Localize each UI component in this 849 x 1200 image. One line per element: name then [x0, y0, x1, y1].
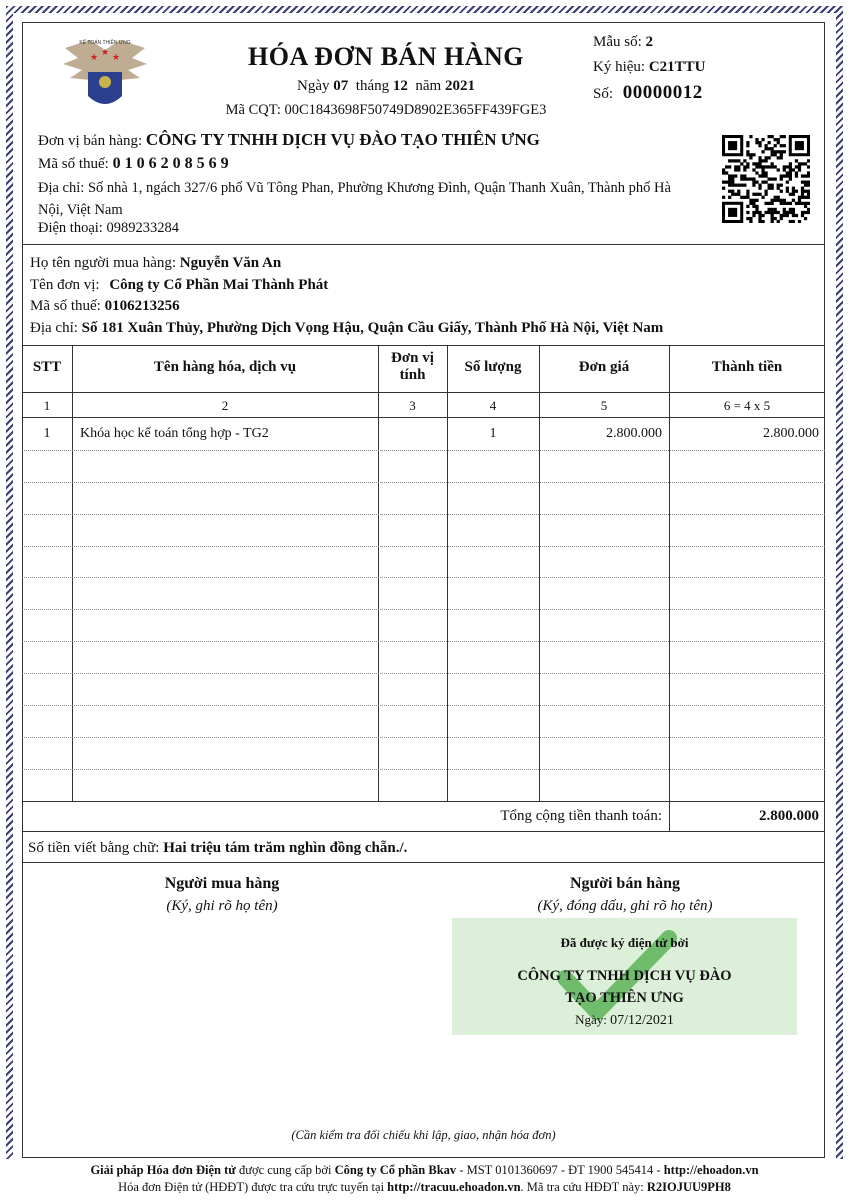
signer-line2: TẠO THIÊN ƯNG — [565, 990, 684, 1006]
signer-name — [452, 965, 797, 1009]
sign-date — [452, 1012, 797, 1029]
form-value: 2 — [645, 34, 653, 50]
table-row-divider — [22, 769, 825, 770]
amount-in-words — [28, 840, 407, 857]
rows-bottom-divider — [22, 801, 825, 802]
credit-company: Công ty Cổ phần Bkav — [334, 1163, 457, 1177]
table-row-divider — [22, 641, 825, 642]
buyer-unit-label: Tên đơn vị: — [30, 277, 100, 293]
buyer-name-row — [30, 255, 281, 272]
buyer-address-label: Địa chỉ: — [30, 320, 78, 336]
date-day: 07 — [333, 78, 349, 94]
buyer-address: Số 181 Xuân Thủy, Phường Dịch Vọng Hậu, Quận Cầu Giấy, Thành Phố Hà Nội, Việt Nam — [81, 320, 664, 336]
date-month: 12 — [392, 78, 408, 94]
header-name: Tên hàng hóa, dịch vụ — [153, 359, 297, 375]
table-row-divider — [22, 450, 825, 451]
form-number — [593, 34, 653, 51]
credit-mst: - MST 0101360697 - ĐT 1900 545414 - — [456, 1163, 664, 1177]
index-cell: 4 — [489, 398, 497, 413]
invoice-number — [593, 82, 703, 104]
signed-by-label: Đã được ký điện tử bởi — [560, 935, 689, 950]
item-stt: 1 — [43, 426, 51, 441]
header-unit — [378, 350, 447, 384]
symbol-label: Ký hiệu: — [593, 59, 646, 75]
header-price: Đơn giá — [578, 359, 630, 375]
seller-address-line2: Nội, Việt Nam — [38, 202, 123, 218]
header-amount: Thành tiền — [711, 359, 783, 375]
buyer-tax-row — [30, 298, 180, 315]
seller-address-row — [38, 177, 708, 221]
seller-tax-row — [38, 155, 229, 173]
sign-date-value: 07/12/2021 — [610, 1013, 674, 1028]
seller-name: CÔNG TY TNHH DỊCH VỤ ĐÀO TẠO THIÊN ƯNG — [145, 130, 540, 149]
date-year: 2021 — [444, 78, 475, 94]
logo-text: KẾ TOÁN THIÊN ƯNG — [79, 40, 131, 46]
seller-phone: 0989233284 — [106, 220, 179, 236]
buyer-signature-note: (Ký, ghi rõ họ tên) — [166, 898, 278, 914]
lookup-link[interactable]: http://tracuu.ehoadon.vn — [387, 1180, 521, 1194]
credit-provided-by: được cung cấp bởi — [235, 1163, 335, 1177]
total-value: 2.800.000 — [759, 808, 819, 824]
table-row-divider — [22, 546, 825, 547]
cqt-label: Mã CQT: — [225, 102, 281, 118]
index-cell: 2 — [221, 398, 229, 413]
seller-address-line1: Số nhà 1, ngách 327/6 phố Vũ Tông Phan, Phường Khương Đình, Quận Thanh Xuân, Thành phố Hà — [87, 180, 671, 196]
buyer-unit-row — [30, 277, 328, 294]
seller-name-label: Đơn vị bán hàng: — [38, 133, 143, 149]
credit-link-ehoadon[interactable]: http://ehoadon.vn — [663, 1163, 759, 1177]
qr-code — [722, 135, 810, 223]
buyer-name-label: Họ tên người mua hàng: — [30, 255, 177, 271]
symbol-value: C21TTU — [648, 59, 706, 75]
lookup-text: Hóa đơn Điện tử (HĐĐT) được tra cứu trực tuyến tại — [118, 1180, 388, 1194]
seller-signature-title: Người bán hàng — [569, 875, 681, 892]
date-month-label: tháng — [355, 78, 390, 94]
cqt-code — [190, 102, 582, 119]
buyer-tax-label: Mã số thuế: — [30, 298, 101, 314]
invoice-date — [200, 78, 572, 95]
seller-divider — [22, 244, 825, 245]
invoice-symbol — [593, 59, 706, 76]
header-stt: STT — [32, 359, 62, 375]
header-unit-line2: tính — [399, 367, 426, 383]
footer-credits — [0, 1162, 849, 1196]
seller-phone-row — [38, 220, 179, 237]
cqt-value: 00C1843698F50749D8902E365FF439FGE3 — [284, 102, 547, 118]
index-divider — [22, 417, 825, 418]
item-price: 2.800.000 — [606, 426, 662, 441]
items-table — [22, 345, 825, 863]
index-cell: 5 — [600, 398, 608, 413]
item-amount: 2.800.000 — [763, 426, 819, 441]
seller-signature-note: (Ký, đóng dấu, ghi rõ họ tên) — [537, 898, 713, 914]
form-label: Mẫu số: — [593, 34, 642, 50]
table-row-divider — [22, 705, 825, 706]
item-name: Khóa học kế toán tổng hợp - TG2 — [80, 426, 269, 441]
index-cell: 1 — [43, 398, 51, 413]
seller-tax: 0 1 0 6 2 0 8 5 6 9 — [112, 155, 229, 172]
lookup-code: R2IOJUU9PH8 — [646, 1180, 731, 1194]
total-divider — [22, 831, 825, 832]
table-row-divider — [22, 577, 825, 578]
buyer-address-row — [30, 320, 663, 337]
total-label: Tổng cộng tiền thanh toán: — [500, 808, 662, 824]
header-qty: Số lượng — [464, 359, 522, 375]
invoice-title: HÓA ĐƠN BÁN HÀNG — [248, 42, 524, 71]
signer-line1: CÔNG TY TNHH DỊCH VỤ ĐÀO — [517, 968, 732, 984]
table-row-divider — [22, 514, 825, 515]
number-label: Số: — [593, 86, 614, 102]
buyer-signature-title: Người mua hàng — [164, 875, 280, 892]
header-unit-line1: Đơn vị — [391, 350, 434, 366]
seller-address-label: Địa chỉ: — [38, 180, 85, 196]
svg-text:★: ★ — [90, 52, 99, 62]
words-value: Hai triệu tám trăm nghìn đồng chẵn./. — [163, 840, 408, 856]
sign-date-label: Ngày: — [575, 1012, 607, 1027]
seller-phone-label: Điện thoại: — [38, 220, 103, 236]
date-year-label: năm — [415, 78, 442, 94]
words-label: Số tiền viết bằng chữ: — [28, 840, 160, 856]
header-divider — [22, 392, 825, 393]
digital-signature-box — [452, 918, 797, 1035]
seller-name-row — [38, 130, 540, 150]
table-row-divider — [22, 609, 825, 610]
table-row-divider — [22, 737, 825, 738]
buyer-tax: 0106213256 — [104, 298, 180, 314]
index-cell: 6 = 4 x 5 — [723, 398, 771, 413]
table-row-divider — [22, 673, 825, 674]
footer-note: (Cần kiểm tra đối chiếu khi lập, giao, nhận hóa đơn) — [291, 1128, 556, 1142]
credit-solution: Giải pháp Hóa đơn Điện tử — [90, 1163, 236, 1177]
item-qty: 1 — [489, 426, 497, 441]
number-value: 00000012 — [622, 82, 703, 103]
company-logo — [60, 30, 150, 116]
lookup-code-label: . Mã tra cứu HĐĐT này: — [520, 1180, 647, 1194]
table-row-divider — [22, 482, 825, 483]
date-prefix: Ngày — [297, 78, 330, 94]
svg-text:★: ★ — [101, 47, 110, 57]
buyer-unit: Công ty Cổ Phần Mai Thành Phát — [109, 277, 329, 293]
buyer-name: Nguyễn Văn An — [179, 255, 282, 271]
svg-text:★: ★ — [112, 52, 121, 62]
index-cell: 3 — [409, 398, 416, 413]
seller-tax-label: Mã số thuế: — [38, 156, 109, 172]
